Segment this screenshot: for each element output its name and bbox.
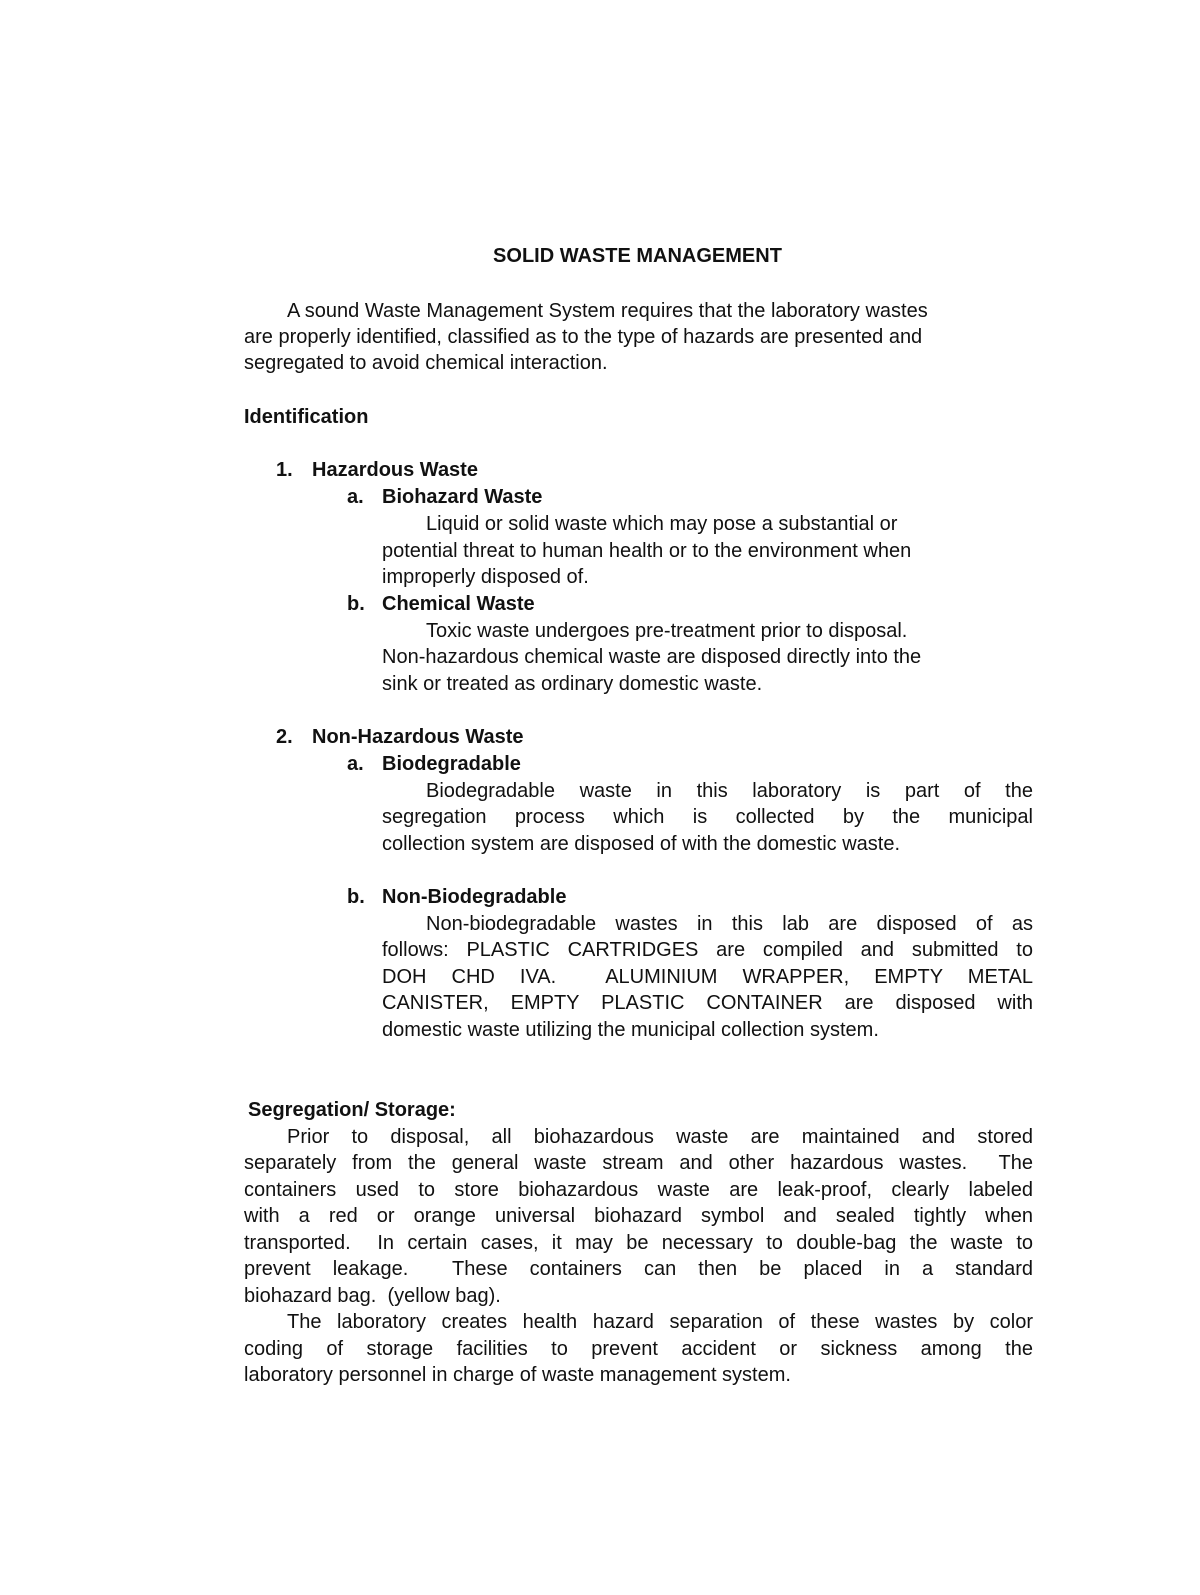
page-title: SOLID WASTE MANAGEMENT — [493, 245, 782, 267]
sub-letter: a. — [347, 753, 364, 775]
sub-text-line: Non-biodegradable wastes in this lab are disposed of as — [426, 913, 1033, 935]
sub-text-line: sink or treated as ordinary domestic waste. — [382, 673, 763, 695]
sub-text-line: CANISTER, EMPTY PLASTIC CONTAINER are disposed with — [382, 992, 1033, 1014]
sub-text-line: Liquid or solid waste which may pose a substantial or — [426, 513, 898, 535]
sub-title: Chemical Waste — [382, 593, 535, 615]
sub-text-line: potential threat to human health or to the environment when — [382, 540, 912, 562]
paragraph-line: prevent leakage. These containers can then be placed in a standard — [244, 1258, 1033, 1280]
sub-text-line: Toxic waste undergoes pre-treatment prior to disposal. — [426, 620, 908, 642]
sub-text-line: Non-hazardous chemical waste are disposed directly into the — [382, 646, 922, 668]
sub-title: Biodegradable — [382, 753, 521, 775]
paragraph-line: laboratory personnel in charge of waste management system. — [244, 1364, 791, 1386]
sub-letter: b. — [347, 886, 365, 908]
sub-letter: b. — [347, 593, 365, 615]
intro-line: segregated to avoid chemical interaction. — [244, 352, 608, 374]
paragraph-line: with a red or orange universal biohazard symbol and sealed tightly when — [244, 1205, 1033, 1227]
sub-text-line: domestic waste utilizing the municipal collection system. — [382, 1019, 879, 1041]
sub-title: Non-Biodegradable — [382, 886, 567, 908]
sub-text-line: segregation process which is collected by the municipal — [382, 806, 1033, 828]
sub-text-line: DOH CHD IVA. ALUMINIUM WRAPPER, EMPTY METAL — [382, 966, 1033, 988]
intro-line: A sound Waste Management System requires that the laboratory wastes — [287, 300, 928, 322]
paragraph-line: The laboratory creates health hazard separation of these wastes by color — [287, 1311, 1033, 1333]
sub-text-line: collection system are disposed of with the domestic waste. — [382, 833, 901, 855]
paragraph-line: coding of storage facilities to prevent accident or sickness among the — [244, 1338, 1033, 1360]
sub-title: Biohazard Waste — [382, 486, 543, 508]
sub-text-line: improperly disposed of. — [382, 566, 589, 588]
intro-line: are properly identified, classified as to the type of hazards are presented and — [244, 326, 923, 348]
list-title: Non-Hazardous Waste — [312, 726, 524, 748]
paragraph-line: transported. In certain cases, it may be necessary to double-bag the waste to — [244, 1232, 1033, 1254]
list-title: Hazardous Waste — [312, 459, 478, 481]
paragraph-line: separately from the general waste stream and other hazardous wastes. The — [244, 1152, 1033, 1174]
list-number: 1. — [276, 459, 293, 481]
list-number: 2. — [276, 726, 293, 748]
paragraph-line: Prior to disposal, all biohazardous waste are maintained and stored — [287, 1126, 1033, 1148]
sub-letter: a. — [347, 486, 364, 508]
sub-text-line: follows: PLASTIC CARTRIDGES are compiled and submitted to — [382, 939, 1033, 961]
paragraph-line: containers used to store biohazardous waste are leak-proof, clearly labeled — [244, 1179, 1033, 1201]
segregation-heading: Segregation/ Storage: — [248, 1099, 456, 1121]
paragraph-line: biohazard bag. (yellow bag). — [244, 1285, 501, 1307]
identification-heading: Identification — [244, 406, 369, 428]
sub-text-line: Biodegradable waste in this laboratory is part of the — [426, 780, 1033, 802]
